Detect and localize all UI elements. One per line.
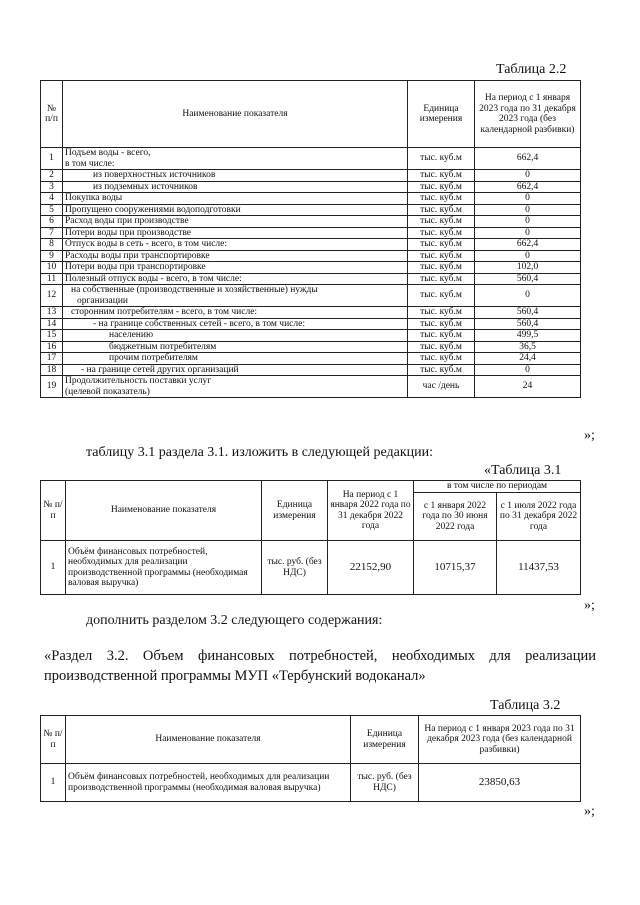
row-name-text: - на границе сетей других организаций	[81, 364, 239, 375]
row-unit	[408, 285, 475, 307]
t31-row-num: 1	[41, 541, 66, 595]
row-name	[63, 204, 408, 216]
row-num	[41, 181, 63, 193]
row-name-text-line2: (целевой показатель)	[65, 386, 150, 397]
table-32	[40, 715, 581, 802]
row-num-text: 7	[49, 227, 54, 238]
t31-header-sub: в том числе по периодам	[414, 481, 581, 493]
table-row	[41, 148, 581, 170]
table-32-end-mark: »;	[584, 804, 595, 819]
row-num	[41, 148, 63, 170]
row-value	[475, 193, 581, 205]
row-unit-text: тыс. куб.м	[420, 193, 462, 203]
row-unit-text: тыс. куб.м	[420, 273, 462, 284]
row-unit-text: тыс. куб.м	[420, 181, 462, 192]
row-name-text: Расходы воды при транспортировке	[65, 250, 210, 261]
row-name-text: прочим потребителям	[109, 353, 198, 363]
table-32-caption: Таблица 3.2	[490, 698, 561, 713]
row-value	[475, 285, 581, 307]
row-value	[475, 170, 581, 182]
table-row	[41, 170, 581, 182]
row-name	[63, 216, 408, 228]
row-num-text: 6	[49, 216, 54, 226]
row-unit-text: тыс. куб.м	[420, 250, 462, 261]
paragraph-table-31-intro: таблицу 3.1 раздела 3.1. изложить в следующей редакции:	[86, 445, 434, 460]
row-num	[41, 216, 63, 228]
row-name-text: Подъем воды - всего,	[65, 148, 151, 158]
row-name	[63, 148, 408, 170]
row-unit-text: тыс. куб.м	[420, 216, 462, 226]
row-num-text: 1	[49, 153, 54, 164]
row-unit-text: час /день	[422, 381, 460, 392]
t31-header-p2: с 1 июля 2022 года по 31 декабря 2022 года	[497, 493, 581, 541]
row-value-text: 560,4	[516, 273, 539, 284]
table-31	[40, 480, 581, 595]
row-value	[475, 330, 581, 342]
row-name-text: Потери воды при транспортировке	[65, 262, 206, 272]
row-unit	[408, 170, 475, 182]
header-num: № п/п	[41, 81, 63, 148]
row-unit	[408, 227, 475, 239]
row-value-text: 24,4	[519, 353, 536, 363]
t31-row-name: Объём финансовых потребностей, необходимых для реализации производственной программы (необходимая валовая выручка)	[66, 541, 262, 595]
table-row	[41, 250, 581, 262]
t31-header-period: На период с 1 января 2022 года по 31 декабря 2022 года	[328, 481, 414, 541]
row-name	[63, 181, 408, 193]
row-value-text: 662,4	[516, 153, 539, 164]
t32-row-unit: тыс. руб. (без НДС)	[351, 764, 419, 802]
row-value-text: 0	[525, 364, 530, 375]
row-num	[41, 341, 63, 353]
row-unit	[408, 330, 475, 342]
table-row	[41, 330, 581, 342]
t32-row-value: 23850,63	[419, 764, 581, 802]
table-31-caption: «Таблица 3.1	[484, 463, 562, 478]
row-name-text: - на границе собственных сетей - всего, в том числе:	[93, 318, 305, 329]
row-num	[41, 273, 63, 285]
row-num	[41, 353, 63, 365]
table-row	[41, 181, 581, 193]
row-unit	[408, 181, 475, 193]
table-22-caption: Таблица 2.2	[496, 62, 567, 77]
row-name	[63, 364, 408, 376]
row-value	[475, 273, 581, 285]
table-row	[41, 307, 581, 319]
row-value	[475, 250, 581, 262]
row-name-text: населению	[109, 330, 154, 340]
t31-header-name: Наименование показателя	[66, 481, 262, 541]
row-name-text: из подземных источников	[93, 181, 198, 192]
row-num	[41, 170, 63, 182]
row-value	[475, 307, 581, 319]
row-num	[41, 364, 63, 376]
row-value-text: 0	[525, 204, 530, 215]
row-value	[475, 376, 581, 398]
row-num-text: 12	[46, 290, 57, 301]
row-unit-text: тыс. куб.м	[420, 153, 462, 164]
row-num-text: 13	[46, 307, 57, 317]
row-num	[41, 318, 63, 330]
row-unit-text: тыс. куб.м	[420, 290, 462, 301]
row-unit	[408, 318, 475, 330]
row-unit	[408, 216, 475, 228]
row-value-text: 0	[525, 227, 530, 238]
row-value	[475, 364, 581, 376]
row-num-text: 19	[46, 381, 57, 392]
row-name	[63, 341, 408, 353]
row-unit	[408, 376, 475, 398]
row-name	[63, 262, 408, 274]
row-num-text: 14	[46, 318, 57, 329]
row-unit-text: тыс. куб.м	[420, 341, 462, 352]
row-name	[63, 250, 408, 262]
table-row	[41, 318, 581, 330]
table-row	[41, 227, 581, 239]
row-num-text: 2	[49, 170, 54, 180]
table-row	[41, 376, 581, 398]
row-unit	[408, 353, 475, 365]
row-unit-text: тыс. куб.м	[420, 239, 462, 249]
row-value-text: 0	[525, 290, 530, 301]
row-name	[63, 330, 408, 342]
row-value	[475, 204, 581, 216]
row-value-text: 102,0	[516, 262, 539, 272]
row-num-text: 17	[46, 353, 57, 363]
row-num-text: 9	[49, 250, 54, 261]
table-row	[41, 204, 581, 216]
t31-row-v2: 11437,53	[497, 541, 581, 595]
t31-row-v1: 10715,37	[414, 541, 497, 595]
row-name-text: Отпуск воды в сеть - всего, в том числе:	[65, 239, 228, 249]
row-name-text: Покупка воды	[65, 193, 123, 203]
row-value	[475, 181, 581, 193]
row-name-text: сторонним потребителям - всего, в том числе:	[71, 307, 258, 317]
table-row	[41, 239, 581, 251]
row-name-text: Полезный отпуск воды - всего, в том числе:	[65, 273, 242, 284]
row-value	[475, 239, 581, 251]
t31-header-num: № п/п	[41, 481, 66, 541]
row-unit-text: тыс. куб.м	[420, 364, 462, 375]
row-name-text: бюджетным потребителям	[109, 341, 217, 352]
row-value	[475, 148, 581, 170]
row-unit-text: тыс. куб.м	[420, 330, 462, 340]
row-value-text: 0	[525, 193, 530, 203]
row-name	[63, 318, 408, 330]
table-row	[41, 364, 581, 376]
row-value	[475, 216, 581, 228]
row-unit	[408, 341, 475, 353]
row-unit-text: тыс. куб.м	[420, 204, 462, 215]
row-num-text: 8	[49, 239, 54, 249]
row-value-text: 0	[525, 250, 530, 261]
row-name	[63, 353, 408, 365]
row-unit-text: тыс. куб.м	[420, 307, 462, 317]
row-num-text: 5	[49, 204, 54, 215]
row-name	[63, 273, 408, 285]
table-row	[41, 216, 581, 228]
row-num-text: 4	[49, 193, 54, 203]
row-value-text: 662,4	[516, 181, 539, 192]
row-name	[63, 239, 408, 251]
row-unit-text: тыс. куб.м	[420, 262, 462, 272]
table-row	[41, 341, 581, 353]
row-name	[63, 285, 408, 307]
row-num-text: 15	[46, 330, 57, 340]
row-num	[41, 250, 63, 262]
row-unit	[408, 364, 475, 376]
header-name: Наименование показателя	[63, 81, 408, 148]
row-value	[475, 227, 581, 239]
t31-header-p1: с 1 января 2022 года по 30 июня 2022 года	[414, 493, 497, 541]
table-row	[41, 273, 581, 285]
row-unit	[408, 204, 475, 216]
row-num	[41, 227, 63, 239]
table-row	[41, 262, 581, 274]
row-unit	[408, 262, 475, 274]
t31-row-unit: тыс. руб. (без НДС)	[262, 541, 328, 595]
row-num	[41, 262, 63, 274]
row-unit	[408, 148, 475, 170]
row-num	[41, 193, 63, 205]
table-row	[41, 541, 581, 595]
table-31-end-mark: »;	[584, 598, 595, 613]
row-name	[63, 227, 408, 239]
row-num-text: 16	[46, 341, 57, 352]
t32-header-period: На период с 1 января 2023 года по 31 декабря 2023 года (без календарной разбивки)	[419, 716, 581, 764]
row-unit	[408, 193, 475, 205]
row-num-text: 11	[46, 273, 57, 284]
row-num-text: 3	[49, 181, 54, 192]
row-value-text: 36,5	[519, 341, 536, 352]
row-unit	[408, 307, 475, 319]
t32-row-num: 1	[41, 764, 66, 802]
paragraph-section-32-intro: дополнить разделом 3.2 следующего содержания:	[86, 613, 383, 628]
row-name-text: из поверхностных источников	[93, 170, 216, 180]
row-value-text: 662,4	[516, 239, 539, 249]
row-num	[41, 204, 63, 216]
row-unit	[408, 273, 475, 285]
row-num	[41, 330, 63, 342]
row-name-text: Расход воды при производстве	[65, 216, 189, 226]
table-row	[41, 764, 581, 802]
table-row	[41, 285, 581, 307]
t31-header-unit: Единица измерения	[262, 481, 328, 541]
header-unit: Единица измерения	[408, 81, 475, 148]
row-num	[41, 239, 63, 251]
row-unit	[408, 250, 475, 262]
row-value-text: 0	[525, 216, 530, 226]
row-num	[41, 376, 63, 398]
row-value-text: 24	[522, 381, 533, 392]
row-name-text: Продолжительность поставки услуг	[65, 376, 212, 386]
row-name	[63, 193, 408, 205]
table-row	[41, 353, 581, 365]
section-32-heading: «Раздел 3.2. Объем финансовых потребностей, необходимых для реализации производственной программы МУП «Тербунский водоканал»	[44, 648, 596, 684]
row-value-text: 499,5	[516, 330, 539, 340]
row-name	[63, 376, 408, 398]
row-num	[41, 307, 63, 319]
row-value-text: 0	[525, 170, 530, 180]
table-row	[41, 193, 581, 205]
t32-header-name: Наименование показателя	[66, 716, 351, 764]
row-num-text: 18	[46, 364, 57, 375]
row-unit	[408, 239, 475, 251]
row-value	[475, 262, 581, 274]
row-value-text: 560,4	[516, 307, 539, 317]
row-name-text: Потери воды при производстве	[65, 227, 192, 238]
row-unit-text: тыс. куб.м	[420, 353, 462, 363]
row-name-text: Пропущено сооружениями водоподготовки	[65, 204, 241, 215]
t31-row-total: 22152,90	[328, 541, 414, 595]
row-name-text-line2: организации	[77, 295, 129, 306]
table-22-end-mark: »;	[584, 428, 595, 443]
t32-row-name: Объём финансовых потребностей, необходимых для реализации производственной программы (необходимая валовая выручка)	[66, 764, 351, 802]
row-num-text: 10	[46, 262, 57, 272]
header-period: На период с 1 января 2023 года по 31 декабря 2023 года (без календарной разбивки)	[475, 81, 581, 148]
table-22	[40, 80, 581, 398]
row-name	[63, 170, 408, 182]
row-name-text: на собственные (производственные и хозяйственные) нужды	[71, 285, 318, 295]
row-unit-text: тыс. куб.м	[420, 227, 462, 238]
t32-header-unit: Единица измерения	[351, 716, 419, 764]
row-value	[475, 341, 581, 353]
row-name-text-line2: в том числе:	[65, 158, 115, 169]
row-unit-text: тыс. куб.м	[420, 318, 462, 329]
row-name	[63, 307, 408, 319]
t32-header-num: № п/п	[41, 716, 66, 764]
row-value	[475, 353, 581, 365]
row-value-text: 560,4	[516, 318, 539, 329]
row-unit-text: тыс. куб.м	[420, 170, 462, 180]
row-value	[475, 318, 581, 330]
row-num	[41, 285, 63, 307]
